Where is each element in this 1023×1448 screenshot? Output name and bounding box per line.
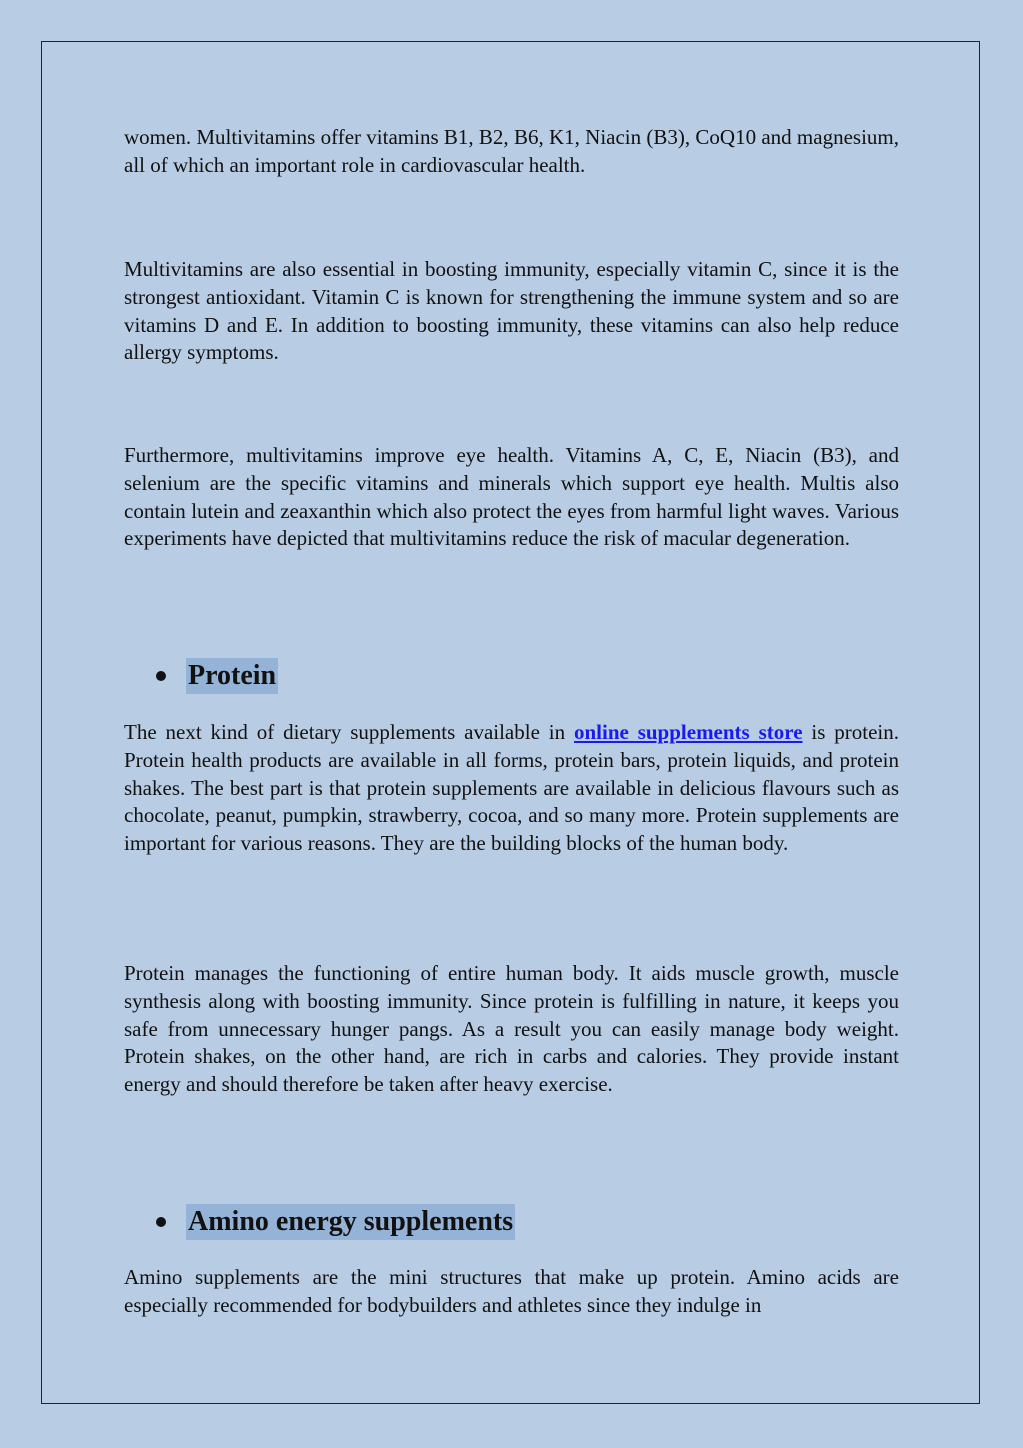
heading-protein-text: Protein — [186, 658, 278, 694]
paragraph-eye-health — [124, 442, 899, 553]
paragraph-text: women. Multivitamins offer vitamins B1, B2, B6, K1, Niacin (B3), CoQ10 and magnesium, all of which an important role in cardiovascular health. — [124, 125, 899, 177]
paragraph-cardiovascular — [124, 124, 899, 180]
heading-amino-text: Amino energy supplements — [186, 1204, 515, 1240]
paragraph-text — [124, 719, 899, 858]
paragraph-text-start: The next kind of dietary supplements available in — [124, 720, 574, 744]
heading-amino — [124, 1202, 899, 1242]
paragraph-amino — [124, 1264, 899, 1320]
paragraph-text: Protein manages the functioning of entire human body. It aids muscle growth, muscle synthesis along with boosting immunity. Since protein is fulfilling in nature, it keeps you safe from unnecessary hunger pangs. As a result you can easily manage body weight. Protein shakes, on the other hand, are rich in carbs and calories. They provide instant energy and should therefore be taken after heavy exercise. — [124, 961, 899, 1097]
bullet-icon — [156, 671, 166, 681]
heading-protein — [124, 656, 899, 696]
paragraph-protein-intro — [124, 719, 899, 858]
paragraph-text: Amino supplements are the mini structures that make up protein. Amino acids are especially recommended for bodybuilders and athletes since they indulge in — [124, 1265, 899, 1317]
paragraph-text-end: is protein. Protein health products are available in all forms, protein bars, protein liquids, and protein shakes. The best part is that protein supplements are available in delicious flavours such as chocolate, peanut, pumpkin, strawberry, cocoa, and so many more. Protein supplements are important for various reasons. They are the building blocks of the human body. — [124, 720, 900, 856]
paragraph-text: Furthermore, multivitamins improve eye health. Vitamins A, C, E, Niacin (B3), and selenium are the specific vitamins and minerals which support eye health. Multis also contain lutein and zeaxanthin which also protect the eyes from harmful light waves. Various experiments have depicted that multivitamins reduce the risk of macular degeneration. — [124, 443, 899, 551]
paragraph-immunity — [124, 256, 899, 367]
paragraph-text: Multivitamins are also essential in boosting immunity, especially vitamin C, since it is the strongest antioxidant. Vitamin C is known for strengthening the immune system and so are vitamins D and E. In addition to boosting immunity, these vitamins can also help reduce allergy symptoms. — [124, 257, 899, 365]
bullet-icon — [156, 1217, 166, 1227]
online-supplements-store-link[interactable]: online supplements store — [573, 720, 803, 744]
paragraph-protein-functions — [124, 960, 899, 1099]
